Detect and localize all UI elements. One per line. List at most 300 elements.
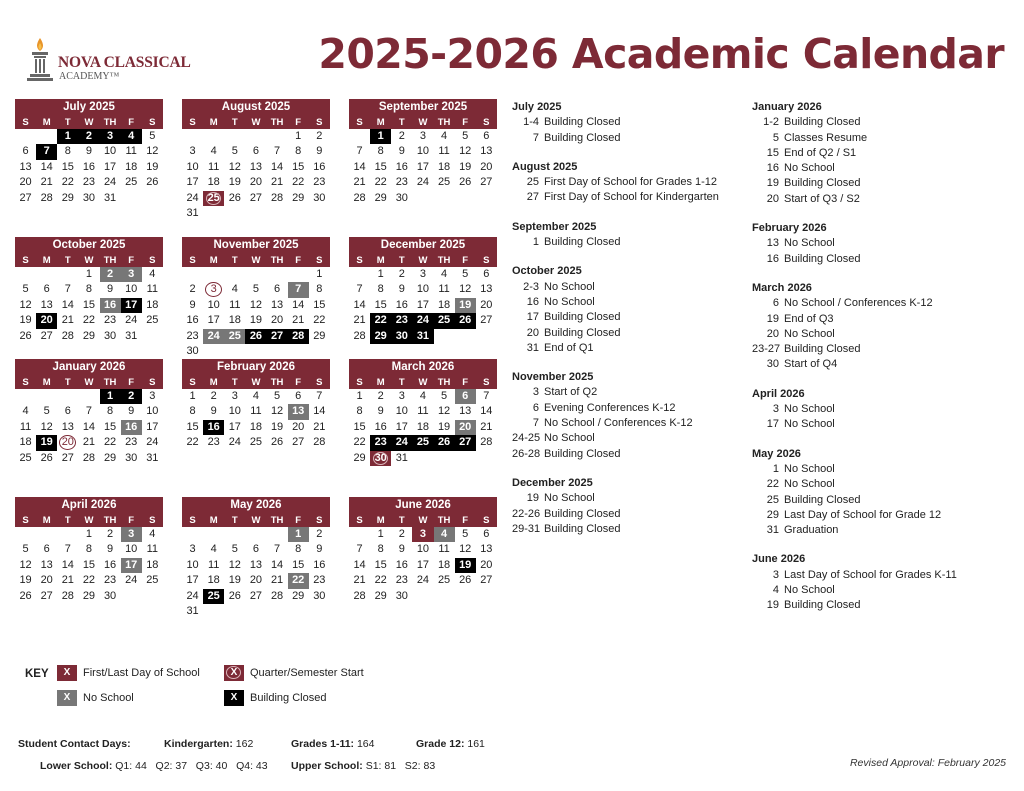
calendar-day: 1 xyxy=(377,528,384,540)
calendar-day: 17 xyxy=(121,298,142,313)
calendar-day: 27 xyxy=(480,574,493,587)
event-date: 30 xyxy=(766,358,779,371)
calendar-day: 17 xyxy=(416,160,430,173)
weekday-header: M xyxy=(36,514,57,527)
calendar-day: 8 xyxy=(316,283,323,296)
calendar-day: 18 xyxy=(249,420,263,433)
calendar-day: 7 xyxy=(274,543,281,556)
calendar-day: 21 xyxy=(313,420,326,433)
weekday-header: T xyxy=(224,376,245,389)
calendar-day: 15 xyxy=(374,298,387,311)
event-item xyxy=(752,493,1002,508)
calendar-day: 11 xyxy=(146,543,159,556)
calendar-day: 19 xyxy=(455,298,476,313)
calendar-day: 10 xyxy=(416,145,430,158)
weekday-header: S xyxy=(182,254,203,267)
calendar-day: 17 xyxy=(186,176,199,189)
calendar-day: 13 xyxy=(19,160,32,173)
calendar-day: 10 xyxy=(416,283,430,296)
calendar-day: 5 xyxy=(22,283,29,296)
event-date: 1 xyxy=(532,236,539,249)
calendar-day: 11 xyxy=(250,405,262,418)
event-item xyxy=(752,192,1002,207)
event-item xyxy=(512,310,762,325)
calendar-day: 2 xyxy=(107,528,114,540)
event-text: First Day of School for Grades 1-12 xyxy=(544,176,718,189)
event-item xyxy=(752,598,1002,613)
event-date: 27 xyxy=(526,191,539,204)
event-section xyxy=(512,370,762,462)
calendar-day: 5 xyxy=(462,268,469,280)
event-text: End of Q1 xyxy=(544,341,594,354)
event-item xyxy=(512,491,762,506)
calendar-day: 18 xyxy=(19,436,32,449)
calendar-day: 11 xyxy=(229,298,241,311)
calendar-day: 9 xyxy=(107,543,114,556)
calendar-day: 14 xyxy=(480,405,493,418)
weekday-header: F xyxy=(455,116,476,129)
weekday-header: T xyxy=(391,514,412,527)
event-item xyxy=(752,568,1002,583)
calendar-day: 10 xyxy=(186,160,199,173)
event-date: 19 xyxy=(766,312,779,325)
weekday-header: S xyxy=(182,376,203,389)
calendar-day: 4 xyxy=(210,145,217,158)
weekday-header: S xyxy=(309,376,330,389)
calendar-day: 23 xyxy=(186,329,199,342)
weekday-header: S xyxy=(309,514,330,527)
calendar-day: 4 xyxy=(121,129,142,144)
calendar-day: 23 xyxy=(391,313,412,328)
empty-day xyxy=(36,267,57,282)
calendar-day: 16 xyxy=(395,160,408,173)
weekday-header: F xyxy=(121,376,142,389)
calendar-day: 19 xyxy=(249,314,263,327)
calendar-day: 11 xyxy=(417,405,429,418)
empty-day xyxy=(288,267,309,282)
calendar-day: 17 xyxy=(228,420,241,433)
calendar-day: 5 xyxy=(22,543,29,556)
weekday-header: TH xyxy=(434,376,455,389)
calendar-day: 17 xyxy=(395,420,408,433)
weekday-header: M xyxy=(203,254,224,267)
event-text: Building Closed xyxy=(784,177,861,190)
event-text: No School xyxy=(784,418,835,431)
calendar-day: 9 xyxy=(107,283,114,296)
weekday-header: T xyxy=(224,116,245,129)
calendar-day: 15 xyxy=(353,420,366,433)
calendar-day: 28 xyxy=(270,191,284,204)
calendar-day: 4 xyxy=(441,130,448,142)
calendar-day: 8 xyxy=(377,145,384,158)
event-item xyxy=(512,295,762,310)
calendar-day: 10 xyxy=(395,405,408,418)
weekday-header: M xyxy=(370,254,391,267)
calendar-day: 24 xyxy=(228,436,241,449)
calendar-day: 30 xyxy=(395,191,408,204)
calendar-day: 21 xyxy=(82,436,96,449)
month-title: September 2025 xyxy=(349,99,497,116)
key-first-last-label: First/Last Day of School xyxy=(83,667,200,679)
calendar-day: 9 xyxy=(377,405,384,418)
calendar-day: 28 xyxy=(288,329,309,344)
calendar-day: 13 xyxy=(480,543,493,556)
calendar-day: 22 xyxy=(313,314,326,327)
calendar-day: 31 xyxy=(412,329,433,344)
month-calendar xyxy=(349,359,497,466)
weekday-header: S xyxy=(15,376,36,389)
event-text: Building Closed xyxy=(784,493,861,506)
event-item xyxy=(752,462,1002,477)
empty-day xyxy=(203,527,224,542)
event-section xyxy=(512,220,762,251)
event-date: 19 xyxy=(766,177,779,190)
calendar-day: 9 xyxy=(316,543,323,556)
event-month-title: September 2025 xyxy=(512,220,597,233)
calendar-day: 3 xyxy=(189,145,196,158)
empty-day xyxy=(15,527,36,542)
calendar-day: 26 xyxy=(40,451,53,464)
weekday-header: S xyxy=(476,116,497,129)
grades-1-11-days: Grades 1-11: 164 xyxy=(291,738,375,750)
calendar-day: 15 xyxy=(61,160,74,173)
calendar-day: 3 xyxy=(189,543,196,556)
weekday-header: F xyxy=(121,514,142,527)
logo-name: NOVA CLASSICAL xyxy=(58,54,191,71)
calendar-day: 13 xyxy=(40,298,53,311)
calendar-day: 21 xyxy=(61,314,74,327)
calendar-day: 22 xyxy=(61,176,74,189)
calendar-day: 24 xyxy=(146,436,159,449)
event-item xyxy=(752,357,1002,372)
calendar-day: 29 xyxy=(370,329,391,344)
calendar-day: 12 xyxy=(249,298,263,311)
calendar-day: 19 xyxy=(146,160,159,173)
event-date: 24-25 xyxy=(512,432,541,445)
event-item xyxy=(512,131,762,146)
event-item xyxy=(752,161,1002,176)
weekday-header: M xyxy=(203,116,224,129)
calendar-day: 9 xyxy=(189,298,196,311)
event-item xyxy=(752,327,1002,342)
calendar-day: 18 xyxy=(437,298,451,311)
calendar-day: 8 xyxy=(295,145,302,158)
calendar-day: 8 xyxy=(377,283,384,296)
calendar-day: 31 xyxy=(186,604,199,617)
calendar-day: 21 xyxy=(270,176,284,189)
calendar-day: 3 xyxy=(412,527,433,542)
calendar-day: 3 xyxy=(398,390,405,402)
calendar-day: 18 xyxy=(125,160,138,173)
weekday-header: T xyxy=(391,254,412,267)
calendar-day: 27 xyxy=(480,314,493,327)
calendar-day: 8 xyxy=(107,405,114,418)
event-section xyxy=(512,264,762,356)
grade-12-days: Grade 12: 161 xyxy=(416,738,485,750)
calendar-day: 27 xyxy=(267,329,288,344)
event-month-title: August 2025 xyxy=(512,160,578,173)
calendar-day: 18 xyxy=(437,160,451,173)
event-date: 25 xyxy=(766,493,779,506)
calendar-day: 15 xyxy=(82,298,96,311)
event-date: 25 xyxy=(526,176,539,189)
calendar-day: 26 xyxy=(459,574,472,587)
calendar-day: 1 xyxy=(100,389,121,404)
calendar-day: 15 xyxy=(82,558,96,571)
contact-days-label: Student Contact Days: xyxy=(18,738,131,750)
calendar-day: 10 xyxy=(228,405,241,418)
event-text: End of Q3 xyxy=(784,312,834,325)
empty-day xyxy=(267,527,288,542)
calendar-day: 6 xyxy=(43,543,50,556)
calendar-day: 6 xyxy=(22,145,29,158)
calendar-day: 20 xyxy=(270,314,284,327)
event-date: 22 xyxy=(766,478,779,491)
month-title: March 2026 xyxy=(349,359,497,376)
weekday-header: W xyxy=(78,514,99,527)
calendar-day: 30 xyxy=(125,451,138,464)
calendar-day: 19 xyxy=(455,558,476,573)
calendar-day: 7 xyxy=(36,144,57,159)
weekday-header: TH xyxy=(267,254,288,267)
calendar-day: 6 xyxy=(43,283,50,296)
event-text: Building Closed xyxy=(544,447,621,460)
event-text: No School xyxy=(784,162,835,175)
calendar-day: 22 xyxy=(292,176,305,189)
calendar-day: 30 xyxy=(82,191,96,204)
calendar-day: 18 xyxy=(228,314,241,327)
month-calendar xyxy=(182,359,330,451)
calendar-day: 12 xyxy=(270,405,284,418)
calendar-day: 1 xyxy=(288,527,309,542)
month-calendar xyxy=(182,497,330,619)
calendar-day: 10 xyxy=(146,405,159,418)
weekday-header: F xyxy=(288,514,309,527)
weekday-header: W xyxy=(78,254,99,267)
calendar-day: 26 xyxy=(434,435,455,450)
empty-day xyxy=(203,129,224,144)
weekday-header: W xyxy=(245,254,266,267)
calendar-day: 13 xyxy=(480,145,493,158)
event-text: Building Closed xyxy=(544,131,621,144)
calendar-day: 15 xyxy=(292,558,305,571)
calendar-day: 15 xyxy=(292,160,305,173)
calendar-day: 27 xyxy=(480,176,493,189)
event-text: First Day of School for Kindergarten xyxy=(544,191,719,204)
calendar-day: 14 xyxy=(61,558,74,571)
weekday-header: W xyxy=(245,514,266,527)
calendar-day: 12 xyxy=(228,160,241,173)
calendar-day: 30 xyxy=(313,191,326,204)
calendar-day: 1 xyxy=(85,528,92,540)
calendar-day: 29 xyxy=(82,329,96,342)
calendar-day: 14 xyxy=(61,298,74,311)
calendar-day: 14 xyxy=(270,160,284,173)
weekday-header: S xyxy=(182,514,203,527)
event-text: Last Day of School for Grade 12 xyxy=(784,508,942,521)
calendar-day: 17 xyxy=(416,298,430,311)
weekday-header: S xyxy=(182,116,203,129)
event-date: 13 xyxy=(766,237,779,250)
weekday-header: T xyxy=(57,376,78,389)
calendar-day: 23 xyxy=(207,436,220,449)
empty-day xyxy=(57,267,78,282)
calendar-day: 15 xyxy=(374,558,387,571)
calendar-day: 27 xyxy=(19,191,32,204)
calendar-day: 17 xyxy=(146,420,159,433)
empty-day xyxy=(224,267,245,282)
event-date: 1-2 xyxy=(763,116,779,129)
event-month-title: January 2026 xyxy=(752,101,822,113)
calendar-day: 29 xyxy=(82,589,96,602)
event-item xyxy=(752,236,1002,251)
calendar-day: 5 xyxy=(231,543,238,556)
empty-day xyxy=(36,389,57,404)
calendar-day: 1 xyxy=(370,129,391,144)
quarter-swatch: X xyxy=(224,665,244,681)
calendar-day: 19 xyxy=(228,176,241,189)
weekday-header: TH xyxy=(267,514,288,527)
calendar-day: 21 xyxy=(353,314,366,327)
calendar-day: 8 xyxy=(377,543,384,556)
event-date: 17 xyxy=(526,311,539,324)
event-section xyxy=(752,552,1002,613)
calendar-day: 14 xyxy=(292,298,305,311)
weekday-header: S xyxy=(349,376,370,389)
weekday-header: M xyxy=(203,376,224,389)
calendar-day: 2 xyxy=(78,129,99,144)
calendar-day: 1 xyxy=(57,129,78,144)
weekday-header: TH xyxy=(434,514,455,527)
page-title: 2025-2026 Academic Calendar xyxy=(318,30,1004,78)
month-title: May 2026 xyxy=(182,497,330,514)
calendar-day: 7 xyxy=(316,390,323,402)
calendar-day: 13 xyxy=(249,558,263,571)
event-text: No School xyxy=(544,492,595,505)
calendar-day: 7 xyxy=(356,283,363,296)
event-item xyxy=(512,326,762,341)
calendar-day: 5 xyxy=(462,130,469,142)
month-title: November 2025 xyxy=(182,237,330,254)
event-date: 3 xyxy=(532,386,539,399)
event-date: 20 xyxy=(766,327,779,340)
calendar-day: 20 xyxy=(480,160,493,173)
empty-day xyxy=(182,267,203,282)
calendar-day: 10 xyxy=(125,283,138,296)
calendar-day: 2 xyxy=(398,528,405,540)
calendar-day: 2 xyxy=(189,283,196,296)
calendar-day: 8 xyxy=(64,145,71,158)
calendar-day: 22 xyxy=(353,436,366,449)
calendar-day: 6 xyxy=(274,283,281,296)
calendar-day: 24 xyxy=(416,176,430,189)
event-month-title: July 2025 xyxy=(512,101,562,113)
event-text: Building Closed xyxy=(784,599,861,612)
calendar-day: 8 xyxy=(295,543,302,556)
calendar-day: 19 xyxy=(36,435,57,450)
empty-day xyxy=(182,527,203,542)
calendar-day: 3 xyxy=(100,129,121,144)
empty-day xyxy=(15,267,36,282)
calendar-day: 23 xyxy=(313,574,326,587)
calendar-day: 27 xyxy=(40,329,53,342)
event-date: 5 xyxy=(772,131,779,144)
event-month-title: February 2026 xyxy=(752,222,827,235)
weekday-header: T xyxy=(57,116,78,129)
weekday-header: W xyxy=(412,376,433,389)
event-text: End of Q2 / S1 xyxy=(784,146,857,159)
calendar-day: 19 xyxy=(459,160,472,173)
calendar-day: 20 xyxy=(19,176,32,189)
calendar-day: 21 xyxy=(61,574,74,587)
empty-day xyxy=(267,267,288,282)
calendar-day: 20 xyxy=(249,574,263,587)
calendar-day: 14 xyxy=(40,160,53,173)
month-grid xyxy=(15,376,163,466)
weekday-header: F xyxy=(455,514,476,527)
weekday-header: W xyxy=(78,116,99,129)
event-item xyxy=(752,477,1002,492)
calendar-day: 23 xyxy=(395,574,408,587)
weekday-header: TH xyxy=(100,254,121,267)
weekday-header: S xyxy=(142,376,163,389)
empty-day xyxy=(57,389,78,404)
weekday-header: S xyxy=(309,116,330,129)
calendar-day: 22 xyxy=(374,574,387,587)
weekday-header: T xyxy=(224,514,245,527)
calendar-day: 29 xyxy=(61,191,74,204)
calendar-day: 29 xyxy=(313,329,326,342)
event-text: No School xyxy=(784,237,835,250)
calendar-day: 4 xyxy=(22,405,29,418)
calendar-day: 28 xyxy=(480,436,493,449)
calendar-day: 7 xyxy=(85,405,92,418)
event-date: 1 xyxy=(772,462,779,475)
weekday-header: M xyxy=(370,514,391,527)
weekday-header: F xyxy=(288,254,309,267)
weekday-header: T xyxy=(224,254,245,267)
calendar-day: 3 xyxy=(203,282,224,297)
calendar-day: 20 xyxy=(455,420,476,435)
calendar-day: 14 xyxy=(270,558,284,571)
calendar-day: 14 xyxy=(353,298,366,311)
calendar-day: 11 xyxy=(146,283,159,296)
event-item xyxy=(752,402,1002,417)
calendar-day: 23 xyxy=(82,176,96,189)
calendar-day: 25 xyxy=(224,329,245,344)
calendar-day: 9 xyxy=(316,145,323,158)
month-grid xyxy=(349,514,497,604)
calendar-day: 28 xyxy=(353,191,366,204)
weekday-header: S xyxy=(349,254,370,267)
calendar-day: 29 xyxy=(103,451,117,464)
calendar-day: 5 xyxy=(149,130,156,142)
calendar-day: 15 xyxy=(103,420,117,433)
month-title: July 2025 xyxy=(15,99,163,116)
calendar-day: 18 xyxy=(416,420,430,433)
calendar-day: 29 xyxy=(292,589,305,602)
weekday-header: W xyxy=(245,116,266,129)
calendar-day: 7 xyxy=(356,543,363,556)
weekday-header: F xyxy=(288,116,309,129)
event-text: Building Closed xyxy=(544,311,621,324)
weekday-header: S xyxy=(349,514,370,527)
event-item xyxy=(512,401,762,416)
key-closed-label: Building Closed xyxy=(250,692,327,704)
calendar-day: 25 xyxy=(125,176,138,189)
calendar-day: 26 xyxy=(245,329,266,344)
event-date: 22-26 xyxy=(512,507,541,520)
